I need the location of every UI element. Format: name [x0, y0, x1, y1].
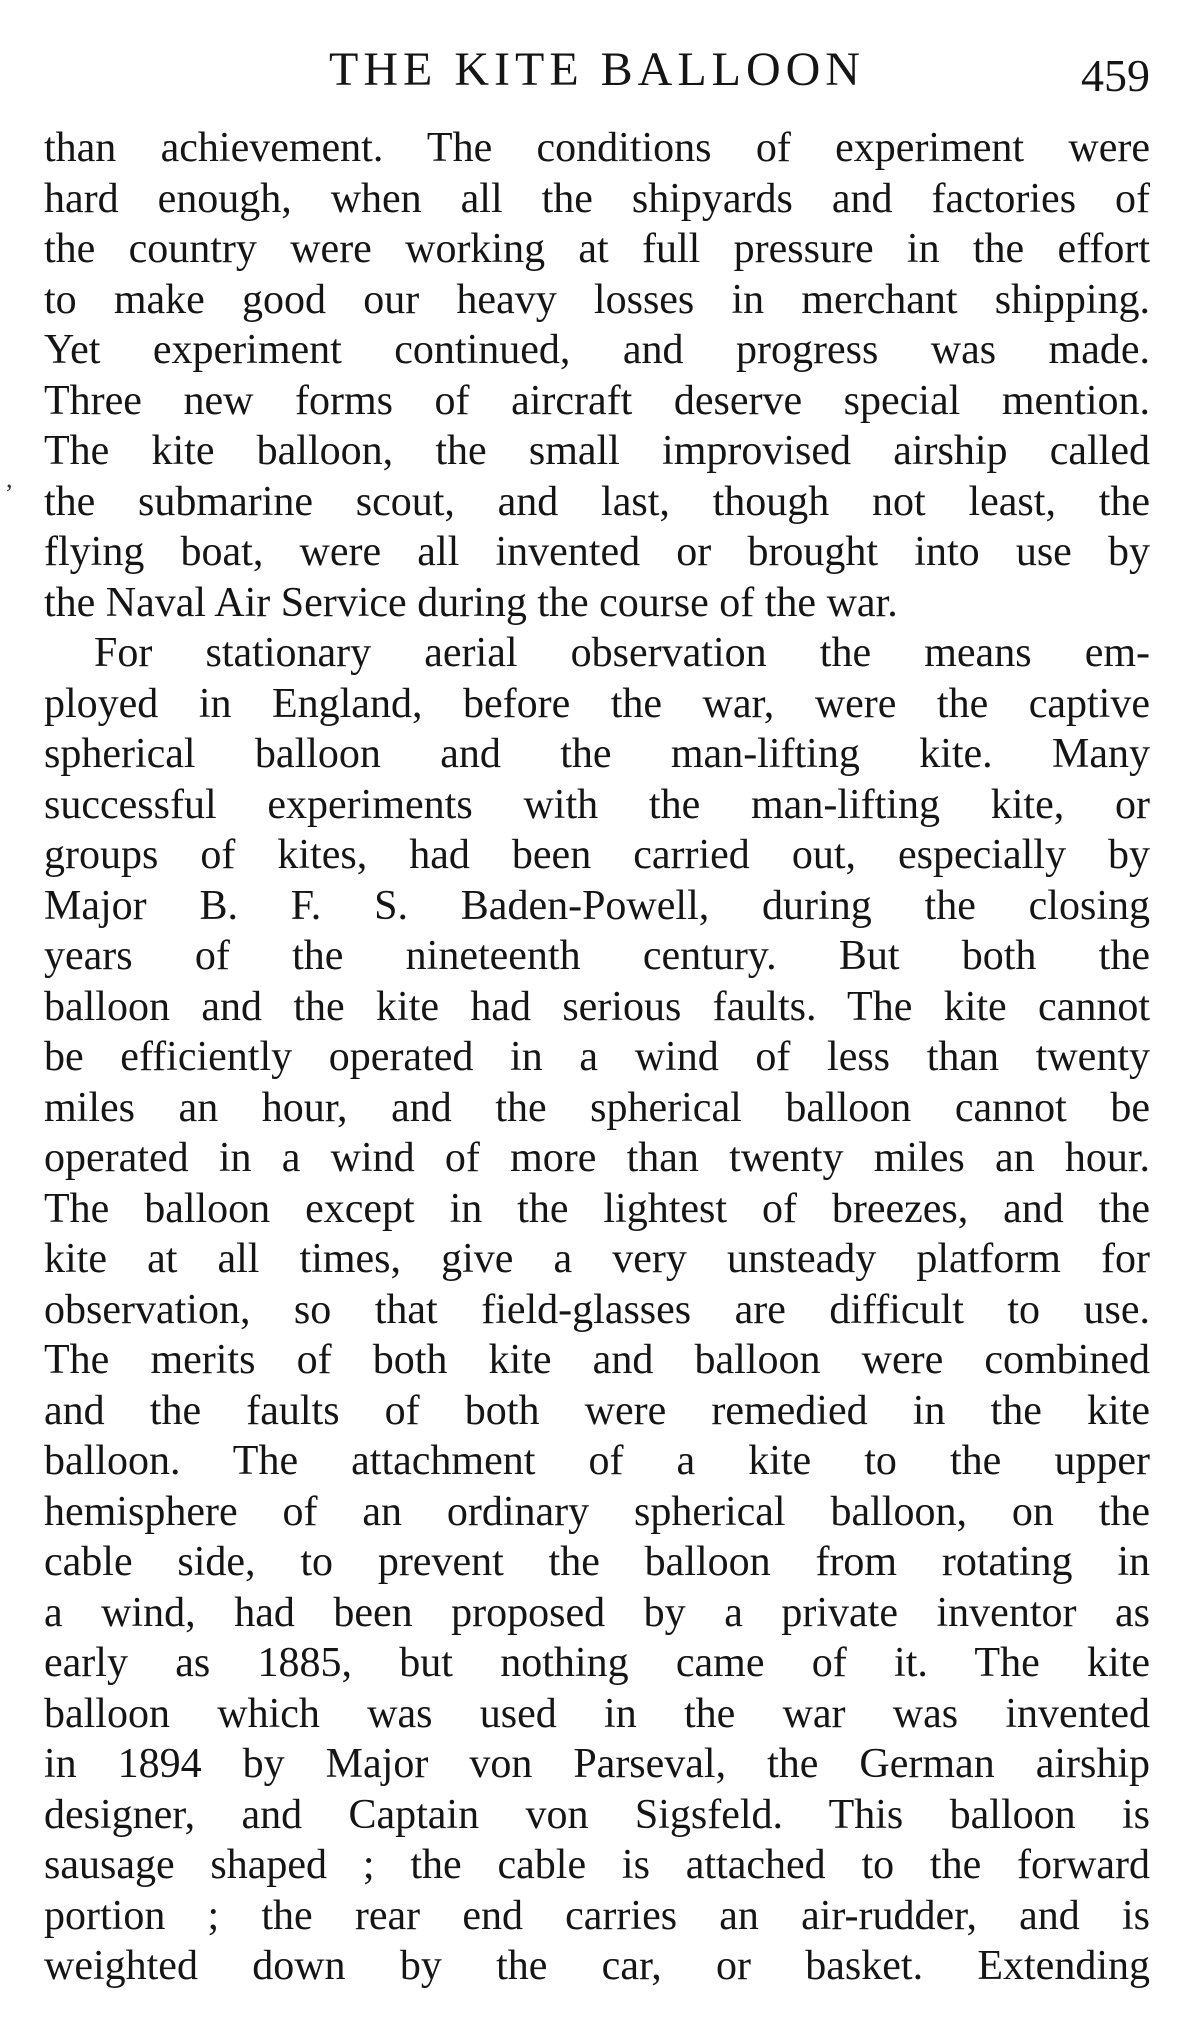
text-line: Yet experiment continued, and progress was made.: [44, 327, 1150, 373]
text-line: flying boat, were all invented or brought into use by: [44, 529, 1150, 575]
text-line: than achievement. The conditions of experiment were: [44, 125, 1150, 171]
text-line: hard enough, when all the shipyards and factories of: [44, 175, 1150, 222]
text-line: and the faults of both were remedied in the kite: [44, 1387, 1150, 1434]
text-line: balloon which was used in the war was invented: [44, 1690, 1150, 1737]
text-line: operated in a wind of more than twenty miles an hour.: [44, 1135, 1150, 1181]
text-line: balloon. The attachment of a kite to the upper: [44, 1438, 1150, 1484]
body-text: [44, 123, 1150, 1992]
text-line: designer, and Captain von Sigsfeld. This balloon is: [44, 1791, 1150, 1838]
text-line: The balloon except in the lightest of breezes, and the: [44, 1185, 1150, 1232]
text-line: Three new forms of aircraft deserve special mention.: [44, 377, 1150, 424]
text-line: hemisphere of an ordinary spherical balloon, on the: [44, 1488, 1150, 1535]
text-line: early as 1885, but nothing came of it. The kite: [44, 1640, 1150, 1686]
text-line: in 1894 by Major von Parseval, the German airship: [44, 1741, 1150, 1787]
paragraph-end-line: the Naval Air Service during the course of the war.: [44, 579, 898, 626]
text-line: Major B. F. S. Baden-Powell, during the closing: [44, 882, 1150, 929]
text-line: The kite balloon, the small improvised airship called: [44, 428, 1150, 474]
text-line: kite at all times, give a very unsteady platform for: [44, 1236, 1150, 1282]
text-line: portion ; the rear end carries an air-rudder, and is: [44, 1892, 1150, 1939]
text-line: the country were working at full pressure in the effort: [44, 226, 1150, 272]
text-line: cable side, to prevent the balloon from rotating in: [44, 1539, 1150, 1585]
text-line: to make good our heavy losses in merchant shipping.: [44, 276, 1150, 323]
text-line: sausage shaped ; the cable is attached to the forward: [44, 1842, 1150, 1888]
text-line: spherical balloon and the man-lifting kite. Many: [44, 731, 1150, 777]
text-line: balloon and the kite had serious faults. The kite cannot: [44, 983, 1150, 1030]
text-line: the submarine scout, and last, though not least, the: [44, 478, 1150, 525]
text-line: successful experiments with the man-lifting kite, or: [44, 781, 1150, 828]
page-number: 459: [1081, 50, 1150, 101]
text-line: be efficiently operated in a wind of less than twenty: [44, 1034, 1150, 1080]
margin-tick-mark: ,: [6, 464, 13, 493]
running-head: [44, 38, 1150, 102]
text-line: a wind, had been proposed by a private inventor as: [44, 1589, 1150, 1636]
text-line: The merits of both kite and balloon were combined: [44, 1337, 1150, 1383]
text-line: weighted down by the car, or basket. Extending: [44, 1943, 1150, 1989]
text-line: groups of kites, had been carried out, especially by: [44, 832, 1150, 878]
text-line: miles an hour, and the spherical balloon cannot be: [44, 1084, 1150, 1131]
running-title: THE KITE BALLOON: [329, 43, 865, 96]
text-line: ployed in England, before the war, were the captive: [44, 680, 1150, 727]
text-line: years of the nineteenth century. But both the: [44, 933, 1150, 979]
paragraph-start-line: For stationary aerial observation the means em-: [94, 630, 1150, 676]
text-line: observation, so that field-glasses are difficult to use.: [44, 1286, 1150, 1333]
